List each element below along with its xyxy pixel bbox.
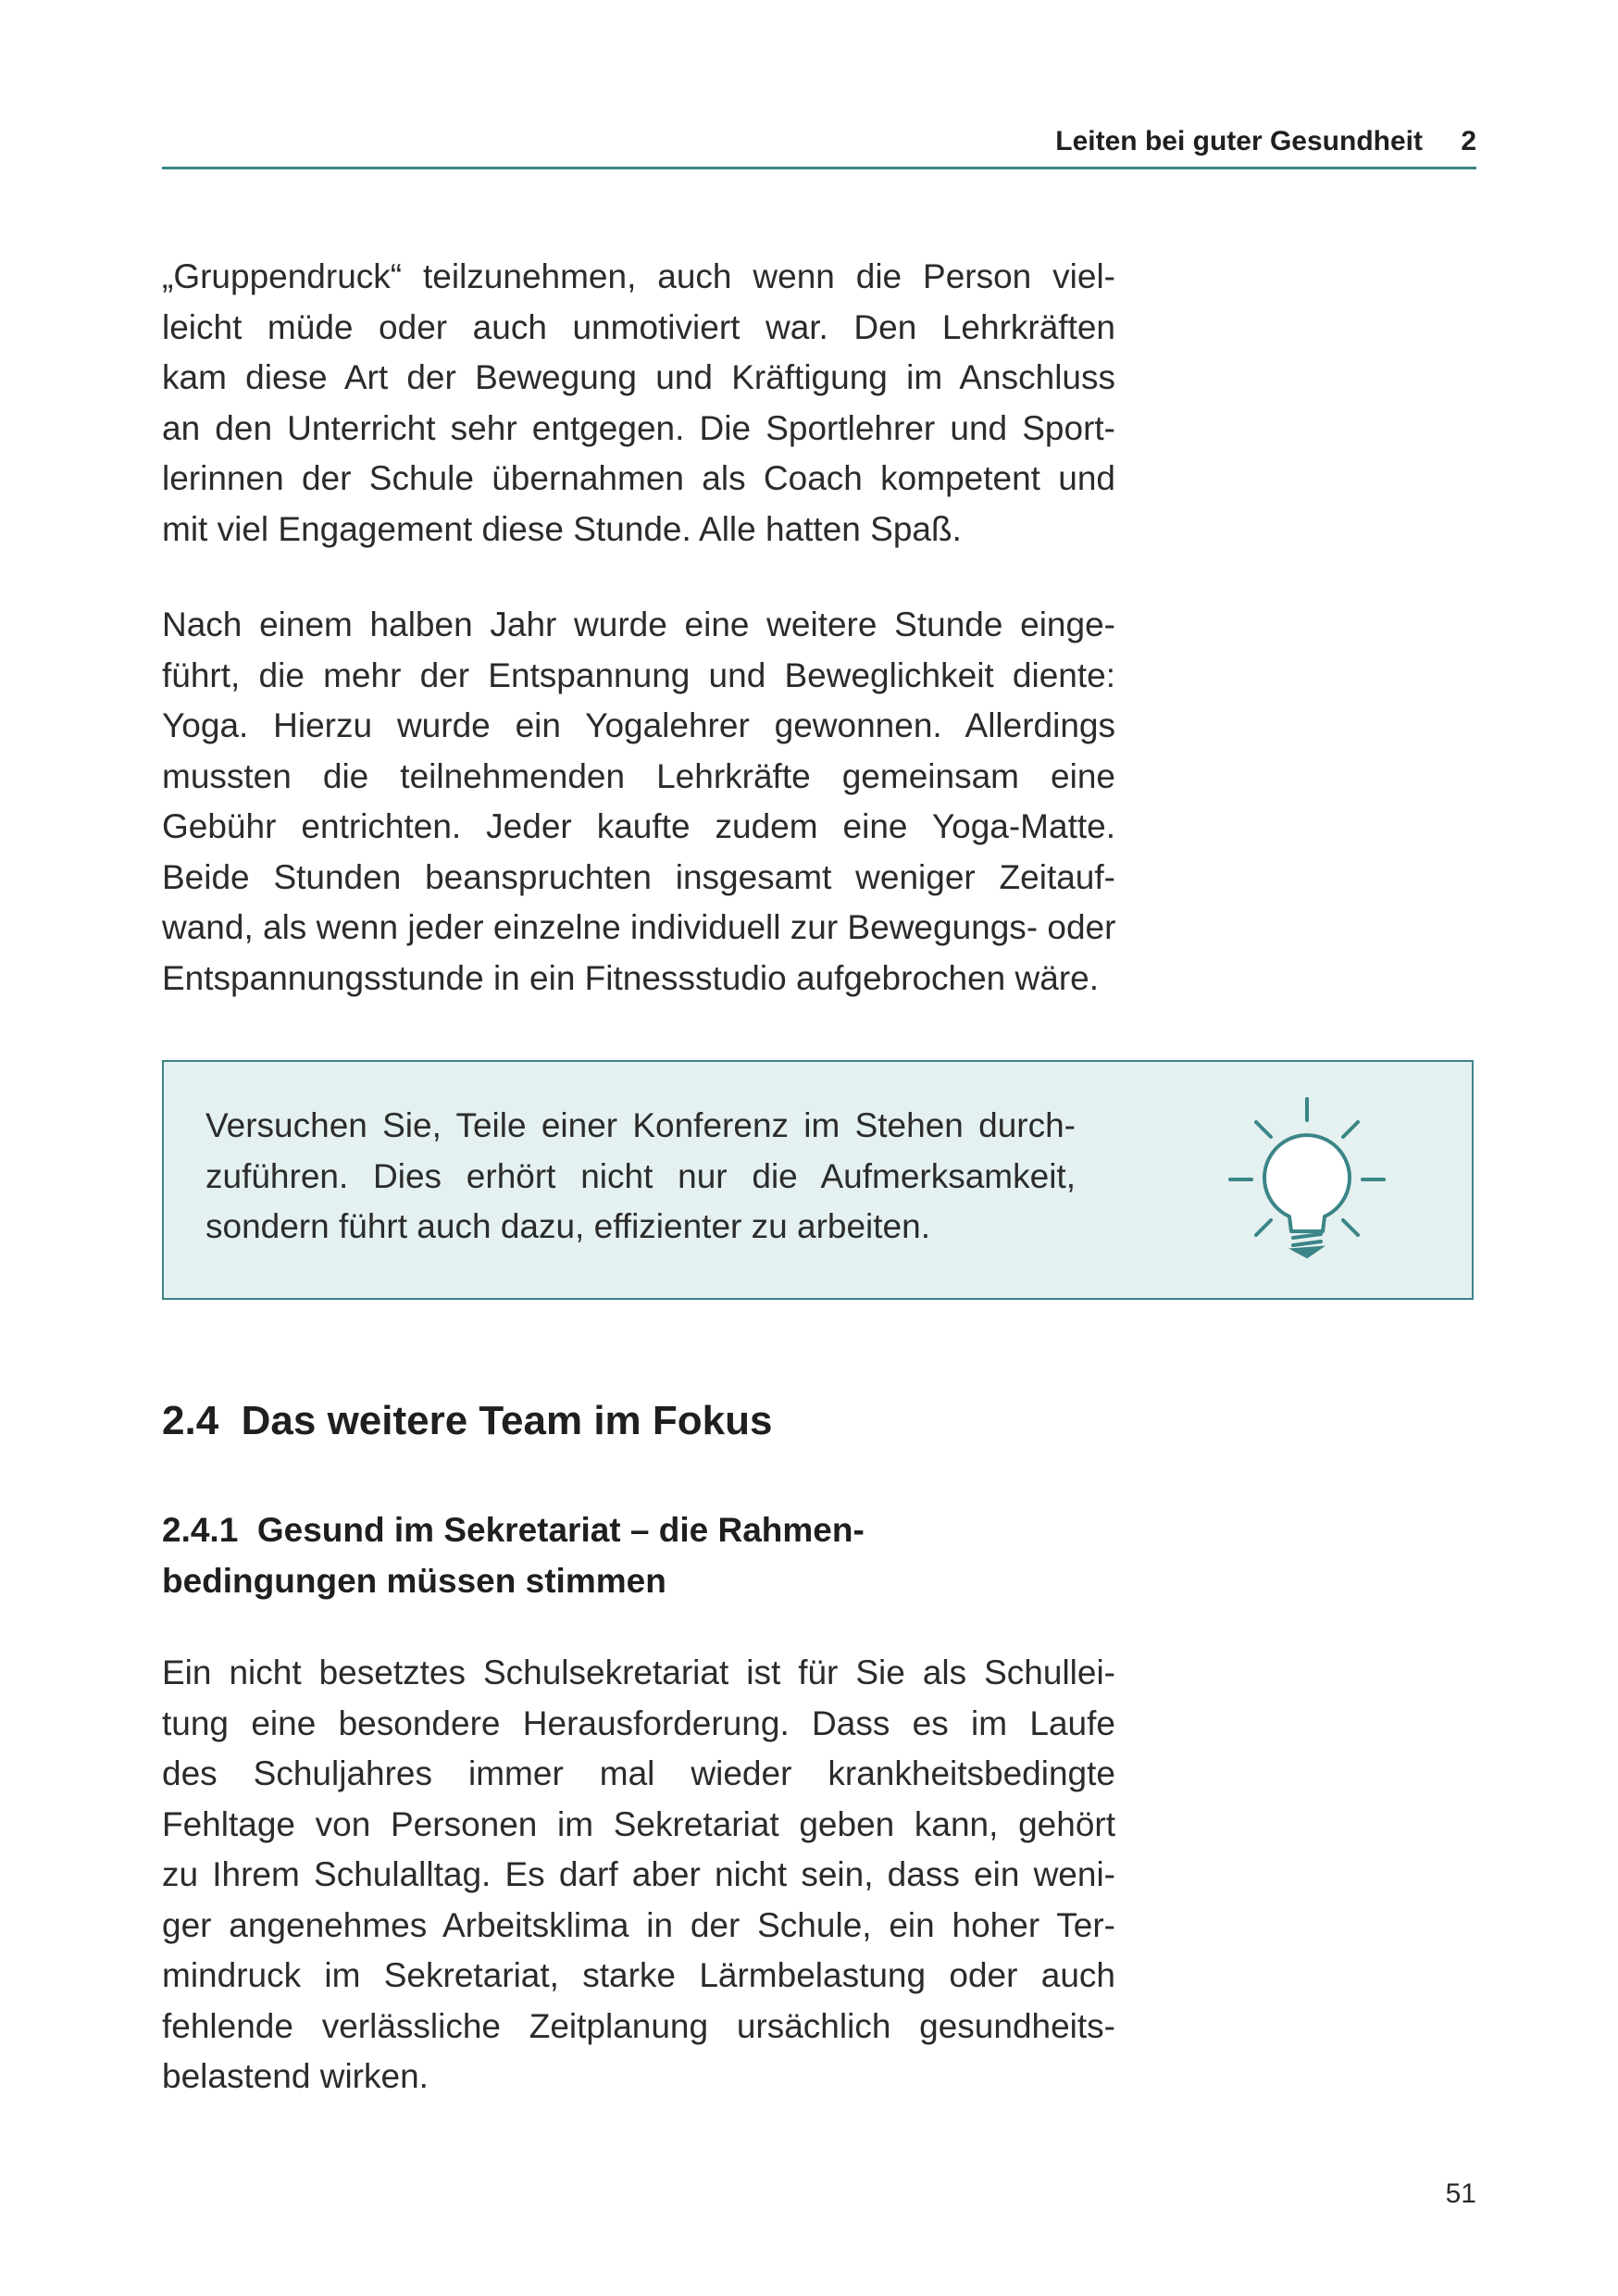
text-line: wand, als wenn jeder einzelne individuell zur Bewegungs- oder bbox=[162, 908, 1116, 946]
text-line: kam diese Art der Bewegung und Kräftigung im Anschluss bbox=[162, 358, 1115, 396]
text-line: Nach einem halben Jahr wurde eine weitere Stunde einge- bbox=[162, 605, 1115, 643]
tip-line: sondern führt auch dazu, effizienter zu arbeiten. bbox=[205, 1207, 930, 1245]
text-line: mussten die teilnehmenden Lehrkräfte gemeinsam eine bbox=[162, 756, 1115, 795]
subsection-title-line-1: Gesund im Sekretariat – die Rahmen- bbox=[256, 1511, 865, 1549]
text-line: Fehltage von Personen im Sekretariat geben kann, gehört bbox=[162, 1804, 1115, 1843]
text-line: tung eine besondere Herausforderung. Dass es im Laufe bbox=[162, 1703, 1115, 1742]
subsection-title-line-2: bedingungen müssen stimmen bbox=[162, 1561, 666, 1600]
tip-line: Versuchen Sie, Teile einer Konferenz im Stehen durch- bbox=[205, 1106, 1076, 1144]
tip-text bbox=[205, 1101, 1076, 1253]
text-line: an den Unterricht sehr entgegen. Die Sportlehrer und Sport- bbox=[162, 408, 1115, 447]
text-line: führt, die mehr der Entspannung und Beweglichkeit diente: bbox=[162, 655, 1115, 694]
text-line: „Gruppendruck“ teilzunehmen, auch wenn die Person viel- bbox=[162, 257, 1115, 295]
text-line: mit viel Engagement diese Stunde. Alle hatten Spaß. bbox=[162, 509, 962, 548]
running-header-title: Leiten bei guter Gesundheit bbox=[1055, 126, 1423, 156]
paragraph-1 bbox=[162, 252, 1115, 555]
text-line: Beide Stunden beanspruchten insgesamt weniger Zeitauf- bbox=[162, 857, 1115, 896]
text-line: Yoga. Hierzu wurde ein Yogalehrer gewonnen. Allerdings bbox=[162, 706, 1115, 744]
section-title: Das weitere Team im Fokus bbox=[241, 1398, 773, 1443]
text-line: belastend wirken. bbox=[162, 2057, 429, 2095]
chapter-number: 2 bbox=[1461, 126, 1476, 156]
text-line: mindruck im Sekretariat, starke Lärmbelastung oder auch bbox=[162, 1956, 1115, 1994]
paragraph-2 bbox=[162, 600, 1115, 1004]
text-line: Entspannungsstunde in ein Fitnessstudio aufgebrochen wäre. bbox=[162, 958, 1100, 997]
text-line: leicht müde oder auch unmotiviert war. Den Lehrkräften bbox=[162, 307, 1115, 346]
subsection-heading bbox=[162, 1505, 865, 1606]
text-line: lerinnen der Schule übernahmen als Coach kompetent und bbox=[162, 459, 1115, 497]
text-line: Gebühr entrichten. Jeder kaufte zudem eine Yoga-Matte. bbox=[162, 807, 1115, 845]
subsection-number: 2.4.1 bbox=[162, 1511, 239, 1549]
tip-box bbox=[162, 1060, 1474, 1300]
text-line: des Schuljahres immer mal wieder krankheitsbedingte bbox=[162, 1754, 1115, 1792]
section-number: 2.4 bbox=[162, 1398, 219, 1443]
paragraph-3 bbox=[162, 1648, 1115, 2103]
text-line: ger angenehmes Arbeitsklima in der Schule, ein hoher Ter- bbox=[162, 1905, 1115, 1944]
lightbulb-icon bbox=[1219, 1094, 1395, 1270]
tip-line: zuführen. Dies erhört nicht nur die Aufmerksamkeit, bbox=[205, 1156, 1076, 1195]
text-line: zu Ihrem Schulalltag. Es darf aber nicht sein, dass ein weni- bbox=[162, 1855, 1115, 1893]
page-number: 51 bbox=[1445, 2178, 1476, 2209]
text-line: fehlende verlässliche Zeitplanung ursächlich gesundheits- bbox=[162, 2006, 1115, 2045]
section-heading bbox=[162, 1398, 772, 1444]
running-header bbox=[162, 122, 1476, 169]
text-line: Ein nicht besetztes Schulsekretariat ist für Sie als Schullei- bbox=[162, 1653, 1115, 1691]
